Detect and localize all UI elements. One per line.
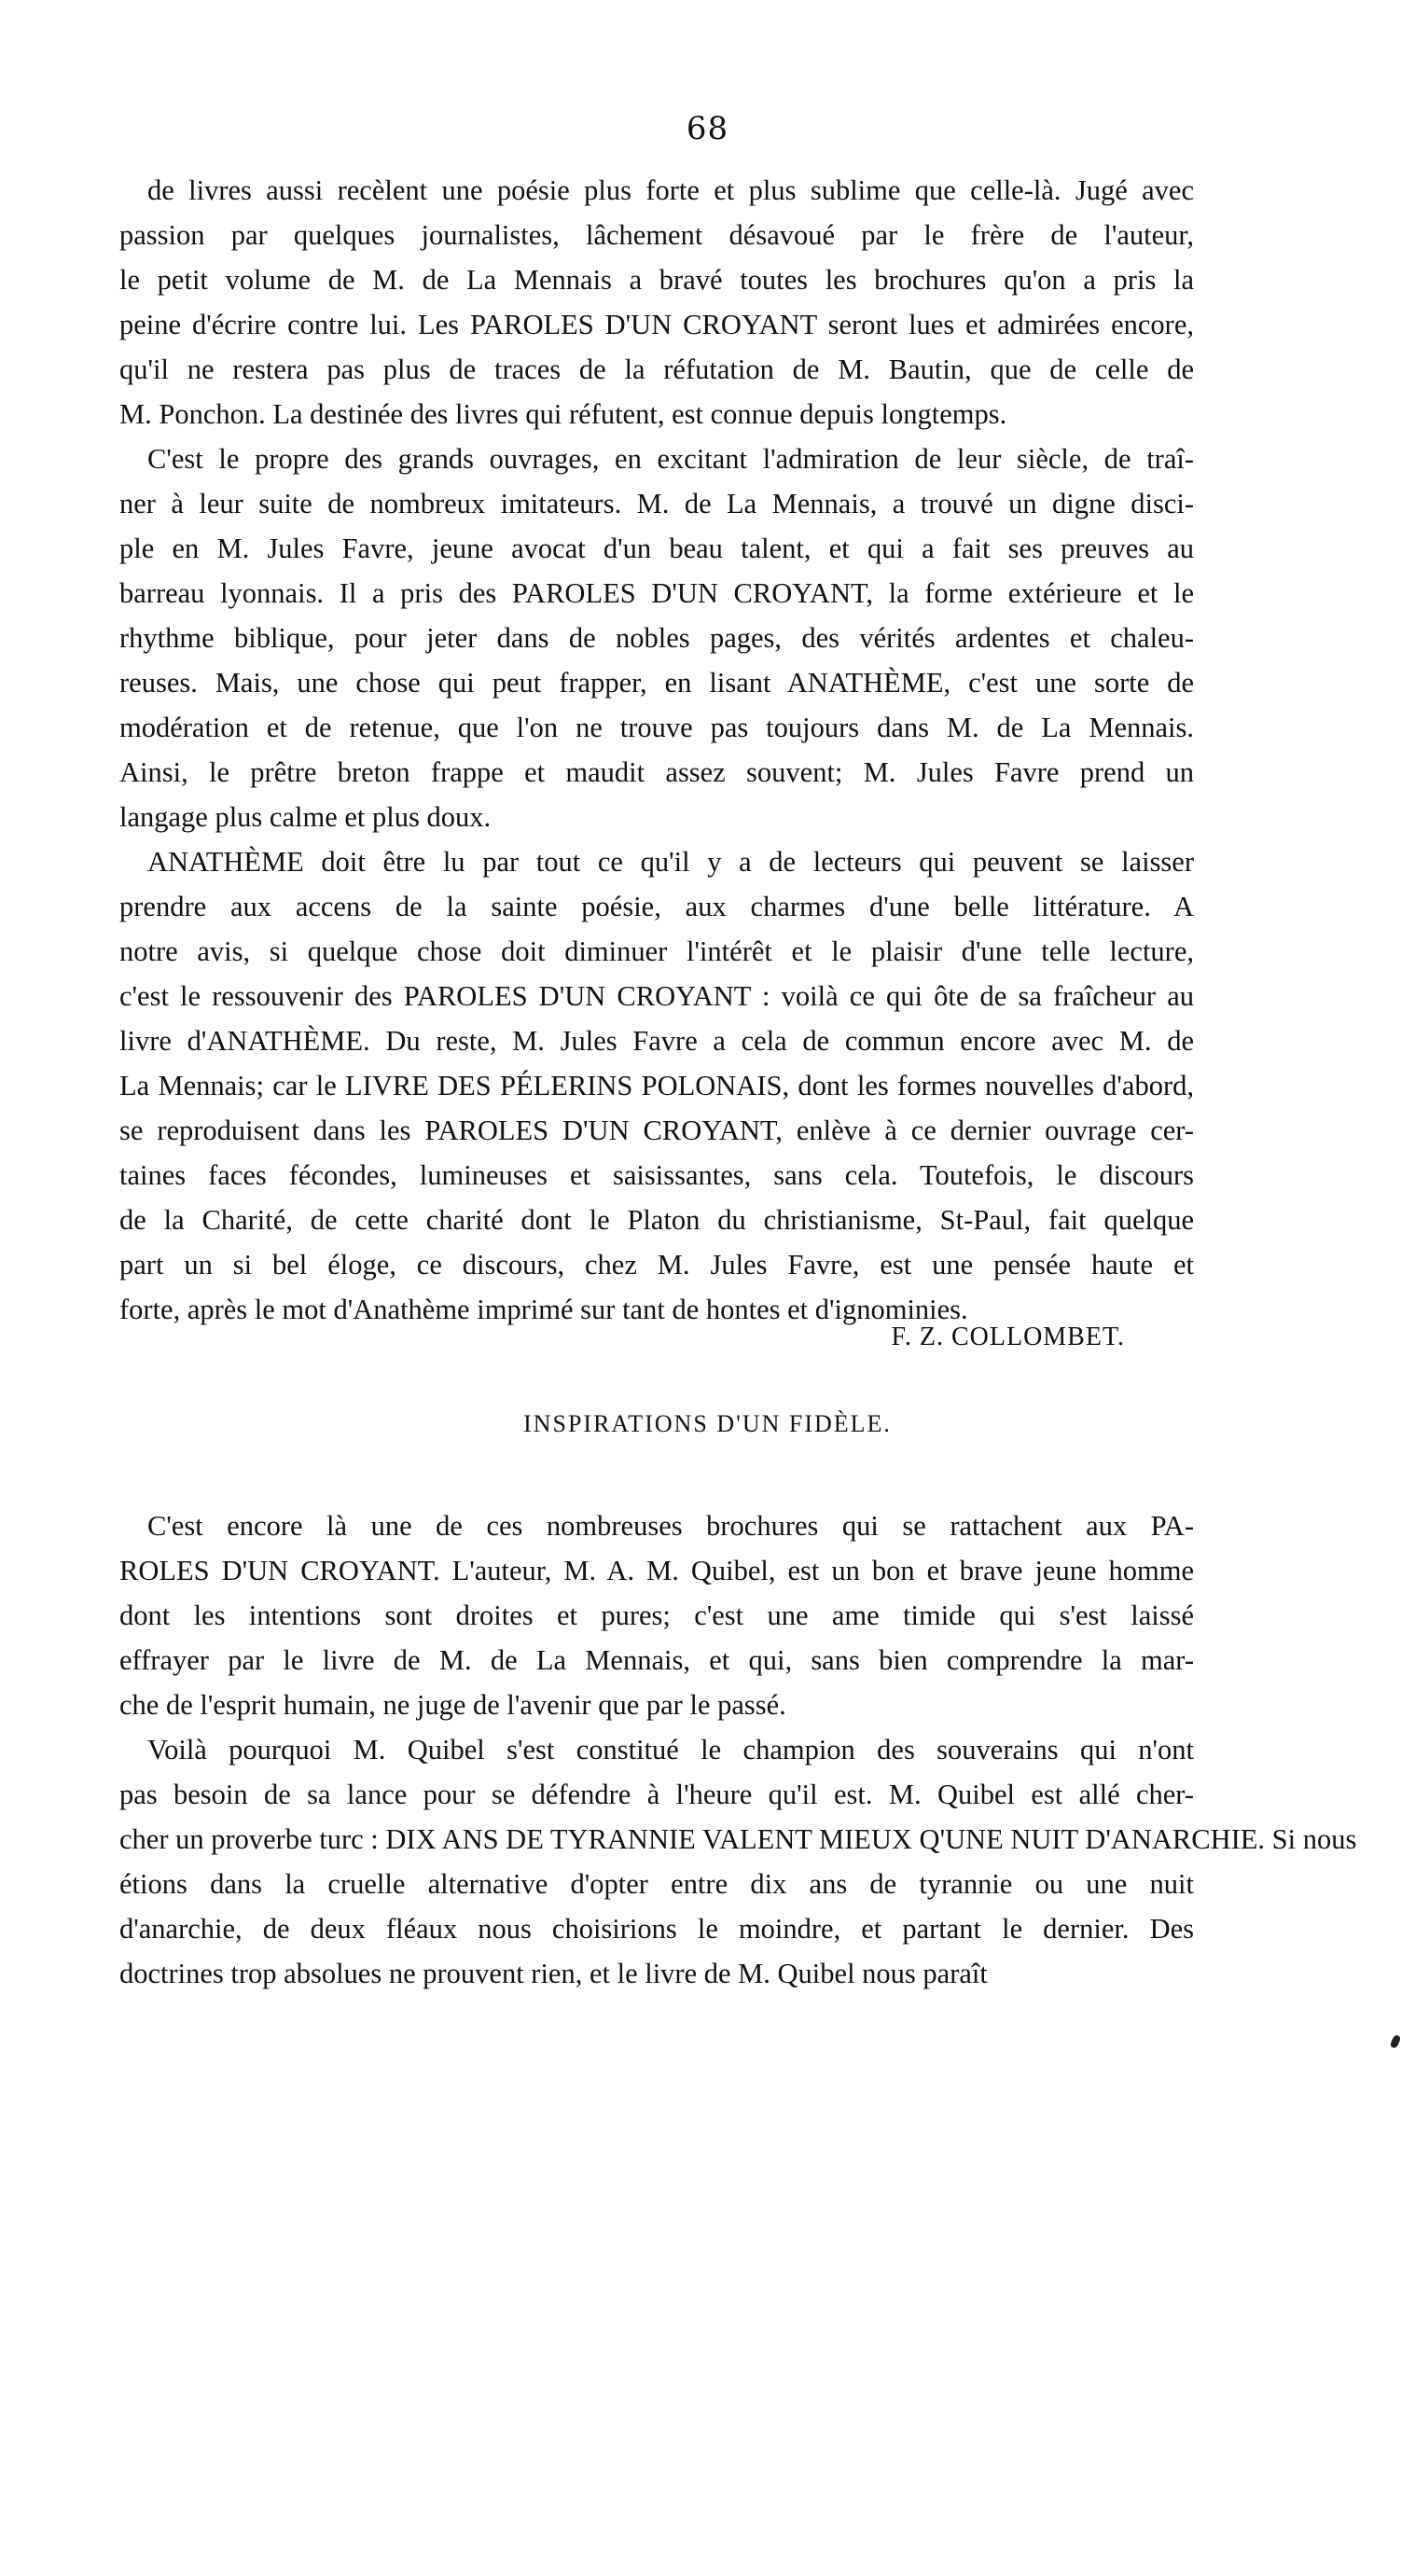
text-line: ROLES D'UN CROYANT. L'auteur, M. A. M. Quibel, est un bon et brave jeune homme bbox=[119, 1555, 1194, 1586]
review-text-part2 bbox=[119, 1503, 1357, 1996]
text-line: barreau lyonnais. Il a pris des PAROLES D'UN CROYANT, la forme extérieure et le bbox=[119, 577, 1194, 609]
text-line: passion par quelques journalistes, lâchement désavoué par le frère de l'auteur, bbox=[119, 219, 1194, 251]
page-number: 68 bbox=[686, 110, 729, 147]
paragraph bbox=[119, 436, 1194, 839]
text-line: pas besoin de sa lance pour se défendre à l'heure qu'il est. M. Quibel est allé cher- bbox=[119, 1779, 1194, 1810]
text-line: d'anarchie, de deux fléaux nous choisirions le moindre, et partant le dernier. Des bbox=[119, 1913, 1194, 1945]
text-line: dont les intentions sont droites et pures; c'est une ame timide qui s'est laissé bbox=[119, 1600, 1194, 1631]
text-line: Voilà pourquoi M. Quibel s'est constitué le champion des souverains qui n'ont bbox=[147, 1734, 1194, 1766]
text-line: che de l'esprit humain, ne juge de l'avenir que par le passé. bbox=[119, 1689, 786, 1721]
ink-speck bbox=[1389, 2034, 1401, 2049]
text-line: C'est encore là une de ces nombreuses brochures qui se rattachent aux PA- bbox=[147, 1510, 1194, 1542]
text-line: qu'il ne restera pas plus de traces de la réfutation de M. Bautin, que de celle de bbox=[119, 353, 1194, 385]
paragraph bbox=[119, 1503, 1194, 1727]
text-line: c'est le ressouvenir des PAROLES D'UN CROYANT : voilà ce qui ôte de sa fraîcheur au bbox=[119, 980, 1194, 1012]
text-line: de livres aussi recèlent une poésie plus forte et plus sublime que celle-là. Jugé avec bbox=[147, 174, 1194, 206]
paragraph bbox=[119, 1727, 1357, 1996]
text-line: rhythme biblique, pour jeter dans de nobles pages, des vérités ardentes et chaleu- bbox=[119, 622, 1194, 654]
text-line: reuses. Mais, une chose qui peut frapper, en lisant ANATHÈME, c'est une sorte de bbox=[119, 667, 1194, 699]
text-line: livre d'ANATHÈME. Du reste, M. Jules Favre a cela de commun encore avec M. de bbox=[119, 1025, 1194, 1057]
text-line: le petit volume de M. de La Mennais a bravé toutes les brochures qu'on a pris la bbox=[119, 264, 1194, 296]
text-line: notre avis, si quelque chose doit diminuer l'intérêt et le plaisir d'une telle lecture, bbox=[119, 935, 1194, 967]
text-line: forte, après le mot d'Anathème imprimé sur tant de hontes et d'ignominies. bbox=[119, 1294, 968, 1325]
text-line: M. Ponchon. La destinée des livres qui réfutent, est connue depuis longtemps. bbox=[119, 398, 1007, 430]
author-signature: F. Z. COLLOMBET. bbox=[891, 1323, 1125, 1351]
text-line: C'est le propre des grands ouvrages, en excitant l'admiration de leur siècle, de traî- bbox=[147, 443, 1194, 475]
text-line: ner à leur suite de nombreux imitateurs. M. de La Mennais, a trouvé un digne disci- bbox=[119, 488, 1194, 519]
text-line: étions dans la cruelle alternative d'opter entre dix ans de tyrannie ou une nuit bbox=[119, 1868, 1194, 1900]
paragraph bbox=[119, 168, 1194, 436]
paragraph bbox=[119, 839, 1194, 1332]
text-line: doctrines trop absolues ne prouvent rien, et le livre de M. Quibel nous paraît bbox=[119, 1958, 988, 1989]
text-line: ple en M. Jules Favre, jeune avocat d'un beau talent, et qui a fait ses preuves au bbox=[119, 533, 1194, 564]
text-line: modération et de retenue, que l'on ne trouve pas toujours dans M. de La Mennais. bbox=[119, 712, 1194, 743]
text-line: effrayer par le livre de M. de La Mennais, et qui, sans bien comprendre la mar- bbox=[119, 1644, 1194, 1676]
text-line: langage plus calme et plus doux. bbox=[119, 801, 492, 833]
text-line: part un si bel éloge, ce discours, chez M. Jules Favre, est une pensée haute et bbox=[119, 1249, 1194, 1281]
text-line: cher un proverbe turc : DIX ANS DE TYRANNIE VALENT MIEUX Q'UNE NUIT D'ANARCHIE. Si nous bbox=[119, 1823, 1357, 1855]
text-line: Ainsi, le prêtre breton frappe et maudit assez souvent; M. Jules Favre prend un bbox=[119, 756, 1194, 788]
text-line: peine d'écrire contre lui. Les PAROLES D'UN CROYANT seront lues et admirées encore, bbox=[119, 309, 1194, 340]
section-title: INSPIRATIONS D'UN FIDÈLE. bbox=[523, 1410, 892, 1437]
review-text-part1 bbox=[119, 168, 1194, 1332]
text-line: de la Charité, de cette charité dont le Platon du christianisme, St-Paul, fait quelque bbox=[119, 1204, 1194, 1236]
text-line: taines faces fécondes, lumineuses et saisissantes, sans cela. Toutefois, le discours bbox=[119, 1159, 1194, 1191]
text-line: La Mennais; car le LIVRE DES PÉLERINS POLONAIS, dont les formes nouvelles d'abord, bbox=[119, 1070, 1194, 1101]
text-line: prendre aux accens de la sainte poésie, aux charmes d'une belle littérature. A bbox=[119, 891, 1194, 922]
text-line: ANATHÈME doit être lu par tout ce qu'il y a de lecteurs qui peuvent se laisser bbox=[147, 846, 1194, 878]
text-line: se reproduisent dans les PAROLES D'UN CROYANT, enlève à ce dernier ouvrage cer- bbox=[119, 1115, 1194, 1146]
